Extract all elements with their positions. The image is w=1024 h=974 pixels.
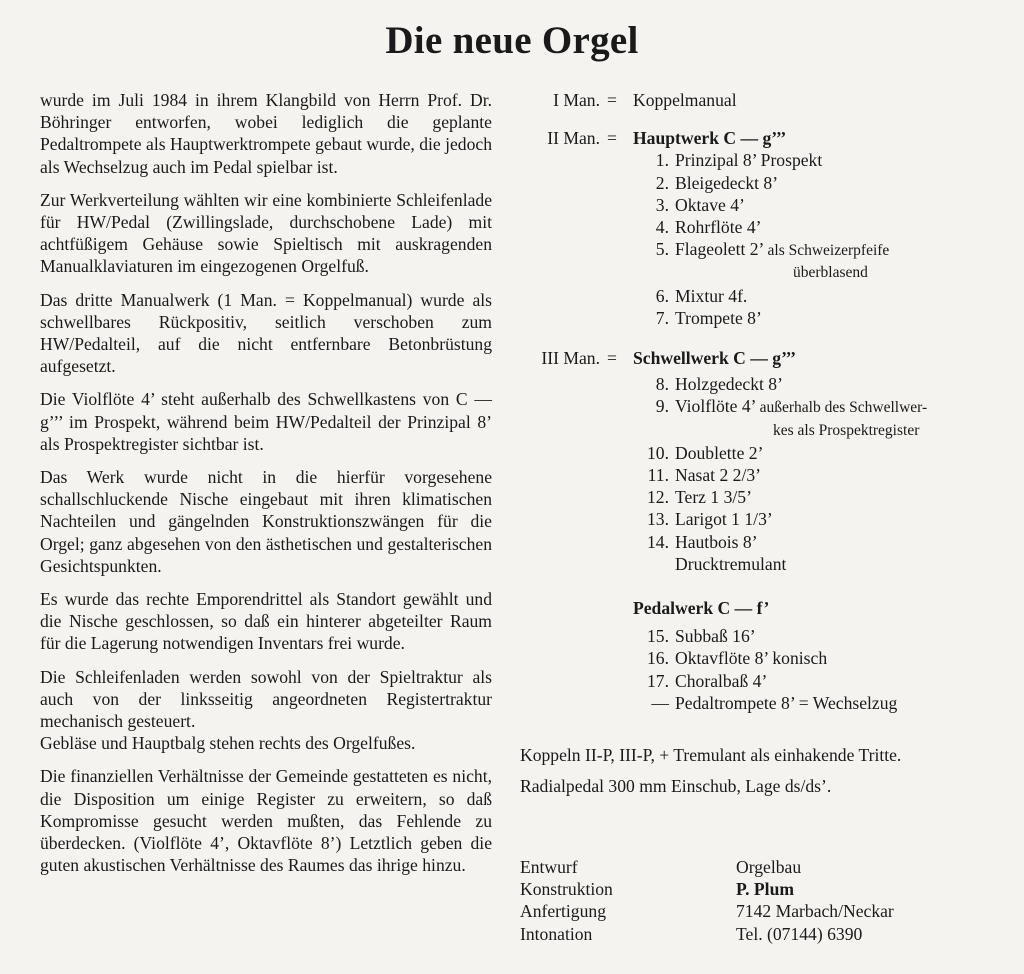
register-name — [675, 238, 1010, 284]
manual-label: II Man. — [547, 128, 600, 149]
paragraph: Gebläse und Hauptbalg stehen rechts des Orgelfußes. — [40, 733, 416, 754]
left-column — [40, 89, 492, 888]
page-title: Die neue Orgel — [385, 19, 639, 62]
register-name: Larigot 1 1/3’ — [675, 509, 773, 530]
register-row — [635, 692, 1010, 714]
register-number: 13. — [647, 509, 669, 530]
manual-title: Koppelmanual — [633, 90, 737, 110]
paragraph: Das dritte Manualwerk (1 Man. = Koppelmanual) wurde als schwellbares Rückpositiv, seitlich verschoben zum HW/Pedalteil, auf die nicht entfernbare Betonbrüstung aufgesetzt. — [40, 289, 492, 377]
register-note: außerhalb des Schwellwer- — [759, 399, 928, 417]
register-number: 5. — [655, 239, 669, 260]
register-name — [675, 395, 1010, 441]
register-number: 1. — [655, 150, 669, 171]
manual-3-heading — [520, 347, 1010, 369]
register-name: Rohrflöte 4’ — [675, 216, 762, 237]
register-number: 7. — [655, 307, 669, 328]
register-name: Doublette 2’ — [675, 442, 764, 463]
register-name-text: Violflöte 4’ — [675, 396, 756, 417]
equals-sign: = — [607, 348, 617, 368]
manual-title: Schwellwerk C — g’’’ — [633, 348, 797, 368]
register-name: Trompete 8’ — [675, 307, 762, 328]
register-name: Bleigedeckt 8’ — [675, 172, 779, 193]
equals-sign: = — [607, 128, 617, 149]
register-number: 12. — [647, 487, 669, 508]
paragraph: Zur Werkverteilung wählten wir eine kombinierte Schleifenlade für HW/Pedal (Zwillingslade, durchschobene Lade) mit achtfüßigem Gehäuse sowie Spieltisch mit auskragenden Manualklaviaturen im eingezogenen Orgelfuß. — [40, 189, 492, 277]
pedal-heading: Pedalwerk C — f’ — [633, 598, 770, 619]
register-row — [635, 395, 1010, 441]
register-name: Prinzipal 8’ Prospekt — [675, 150, 823, 171]
register-number: 17. — [647, 670, 669, 691]
register-number: 14. — [647, 531, 669, 552]
register-name: Nasat 2 2/3’ — [675, 465, 761, 485]
register-row — [635, 508, 1010, 530]
register-row — [635, 553, 1010, 575]
register-name-text: Flageolett 2’ — [675, 239, 764, 260]
register-name: Oktavflöte 8’ konisch — [675, 648, 828, 669]
register-row — [635, 464, 1010, 486]
credits-builder — [736, 856, 894, 945]
register-number: 11. — [647, 465, 669, 485]
credit-role: Intonation — [520, 923, 593, 944]
register-name: Mixtur 4f. — [675, 285, 748, 306]
register-row — [635, 216, 1010, 238]
manual-1-heading — [520, 89, 1010, 111]
credits-roles — [520, 856, 613, 945]
manual-3-registers — [635, 373, 1010, 575]
builder-name: P. Plum — [736, 879, 795, 900]
register-name: Hautbois 8’ — [675, 531, 758, 552]
pedal-registers — [635, 625, 1010, 714]
paragraph: Es wurde das rechte Emporendrittel als Standort gewählt und die Nische geschlossen, so daß ein hinterer abgeteilter Raum für die Lagerung notwendigen Inventars frei wurde. — [40, 589, 492, 654]
register-number: 10. — [647, 442, 669, 463]
pedalboard-text: Radialpedal 300 mm Einschub, Lage ds/ds’. — [520, 776, 832, 797]
register-name: Drucktremulant — [675, 553, 787, 574]
register-number: 6. — [655, 285, 669, 306]
builder-label: Orgelbau — [736, 857, 802, 877]
paragraph: wurde im Juli 1984 in ihrem Klangbild von Herrn Prof. Dr. Böhringer entworfen, wobei lediglich die geplante Pedaltrompete als Hauptwerktrompete gebaut wurde, die jedoch als Wechselzug auch im Pedal spielbar ist. — [40, 90, 492, 177]
register-number: 8. — [655, 374, 669, 395]
register-row — [635, 307, 1010, 329]
register-row — [635, 531, 1010, 553]
register-name: Subbaß 16’ — [675, 626, 756, 647]
paragraph: Das Werk wurde nicht in die hierfür vorgesehene schallschluckende Nische eingebaut mit ihren klimatischen Nachteilen und gängelnden Konstruktionszwängen für die Orgel; ganz abgesehen von den ästhetischen und gestalterischen Gesichtspunkten. — [40, 467, 492, 576]
register-name: Holzgedeckt 8’ — [675, 374, 783, 395]
register-name: Pedaltrompete 8’ = Wechselzug — [675, 692, 898, 713]
register-row — [635, 625, 1010, 647]
register-note: als Schweizerpfeife — [767, 242, 890, 260]
register-row — [635, 285, 1010, 307]
register-row — [635, 442, 1010, 464]
manual-label: III Man. — [541, 348, 600, 368]
register-number: — — [651, 692, 669, 713]
register-row — [635, 194, 1010, 216]
paragraph: Die finanziellen Verhältnisse der Gemeinde gestatteten es nicht, die Disposition um einige Register zu erweitern, so daß Kompromisse gesucht werden mußten, das Fehlende zu überdecken. (Violflöte 4’, Oktavflöte 8’) Letztlich geben die guten akustischen Verhältnisse des Raumes das ihrige hinzu. — [40, 766, 492, 876]
register-name: Oktave 4’ — [675, 194, 745, 215]
register-number: 15. — [647, 626, 669, 647]
register-row — [635, 647, 1010, 669]
register-number — [635, 553, 675, 575]
register-number: 4. — [655, 216, 669, 237]
credit-role: Konstruktion — [520, 879, 613, 900]
register-number: 9. — [655, 396, 669, 417]
equals-sign: = — [607, 90, 617, 110]
register-note-continuation: kes als Prospektregister — [773, 421, 920, 439]
register-row — [635, 149, 1010, 171]
register-row — [635, 486, 1010, 508]
register-row — [635, 172, 1010, 194]
manual-title: Hauptwerk C — g’’’ — [633, 128, 787, 149]
register-row — [635, 238, 1010, 284]
register-number: 3. — [655, 194, 669, 215]
credit-role: Entwurf — [520, 857, 578, 877]
register-name: Choralbaß 4’ — [675, 670, 768, 691]
paragraph: Die Violflöte 4’ steht außerhalb des Schwellkastens von C — g’’’ im Prospekt, während beim HW/Pedalteil der Prinzipal 8’ als Prospektregister sichtbar ist. — [40, 389, 492, 454]
register-name: Terz 1 3/5’ — [675, 487, 752, 508]
register-number: 2. — [655, 172, 669, 193]
register-note-continuation: überblasend — [793, 264, 868, 282]
register-row — [635, 373, 1010, 395]
builder-phone: Tel. (07144) 6390 — [736, 923, 863, 944]
disposition-column — [520, 89, 1010, 797]
manual-2-registers — [635, 149, 1010, 329]
manual-label: I Man. — [553, 90, 600, 110]
register-number: 16. — [647, 648, 669, 669]
manual-2-heading — [520, 127, 1010, 149]
register-row — [635, 670, 1010, 692]
paragraph: Die Schleifenladen werden sowohl von der Spieltraktur als auch von der linksseitig angeordneten Registertraktur mechanisch gesteuert. — [40, 666, 492, 732]
credit-role: Anfertigung — [520, 901, 606, 922]
builder-address: 7142 Marbach/Neckar — [736, 901, 894, 922]
couplers-text: Koppeln II-P, III-P, + Tremulant als einhakende Tritte. — [520, 745, 902, 766]
